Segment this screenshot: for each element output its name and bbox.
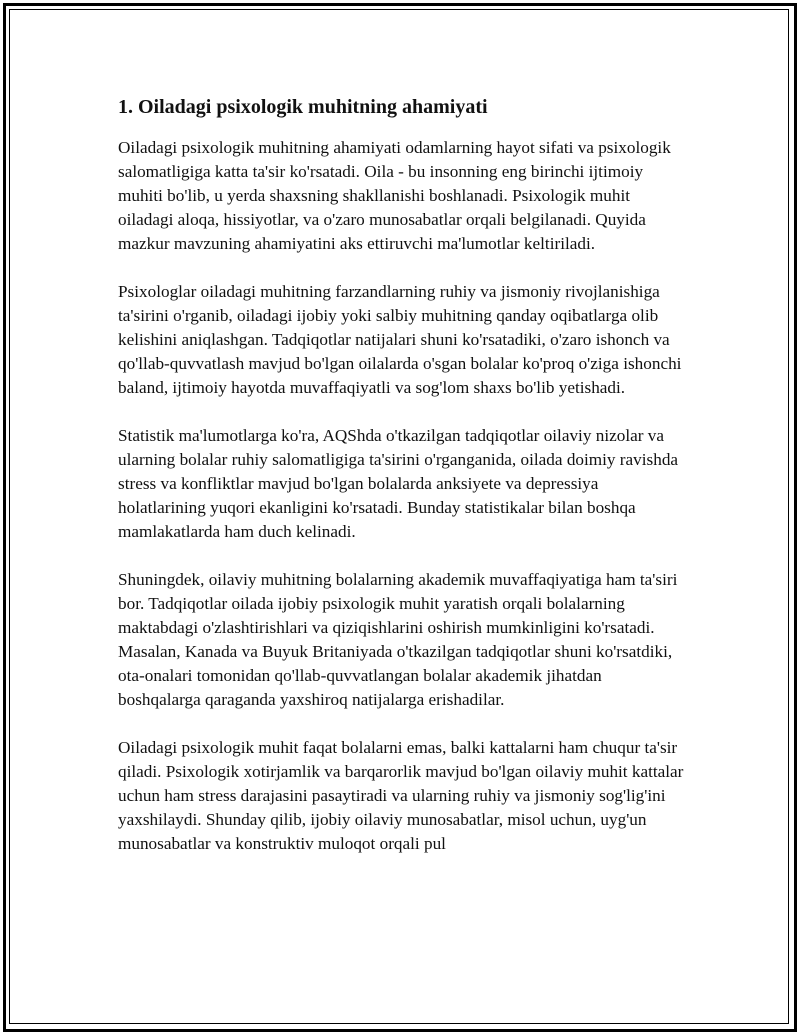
document-body: [118, 92, 684, 880]
paragraph-3: Statistik ma'lumotlarga ko'ra, AQShda o'tkazilgan tadqiqotlar oilaviy nizolar va ularning bolalar ruhiy salomatligiga ta'sirini o'rganganida, oilada doimiy ravishda stress va konfliktlar mavjud bo'lgan bolalarda anksiyete va depressiya holatlarining yuqori ekanligini ko'rsatadi. Bunday statistikalar bilan boshqa mamlakatlarda ham duch kelinadi.: [118, 426, 679, 541]
paragraph-2: Psixologlar oiladagi muhitning farzandlarning ruhiy va jismoniy rivojlanishiga ta'sirini o'rganib, oiladagi ijobiy yoki salbiy muhitning qanday oqibatlarga olib kelishini aniqlashgan. Tadqiqotlar natijalari shuni ko'rsatadiki, o'zaro ishonch va qo'llab-quvvatlash mavjud bo'lgan oilalarda o'sgan bolalar ko'proq o'ziga ishonchi baland, ijtimoiy hayotda muvaffaqiyatli va sog'lom shaxs bo'lib yetishadi.: [118, 282, 682, 397]
section-heading: 1. Oiladagi psixologik muhitning ahamiyati: [118, 96, 488, 118]
paragraph-1: Oiladagi psixologik muhitning ahamiyati odamlarning hayot sifati va psixologik salomatligiga katta ta'sir ko'rsatadi. Oila - bu insonning eng birinchi ijtimoiy muhiti bo'lib, u yerda shaxsning shakllanishi boshlanadi. Psixologik muhit oiladagi aloqa, hissiyotlar, va o'zaro munosabatlar orqali belgilanadi. Quyida mazkur mavzuning ahamiyatini aks ettiruvchi ma'lumotlar keltiriladi.: [118, 138, 671, 253]
paragraph-4: Shuningdek, oilaviy muhitning bolalarning akademik muvaffaqiyatiga ham ta'siri bor. Tadqiqotlar oilada ijobiy psixologik muhit yaratish orqali bolalarning maktabdagi o'zlashtirishlari va qiziqishlarini oshirish mumkinligini ko'rsatadi. Masalan, Kanada va Buyuk Britaniyada o'tkazilgan tadqiqotlar shuni ko'rsatdiki, ota-onalari tomonidan qo'llab-quvvatlangan bolalar akademik jihatdan boshqalarga qaraganda yaxshiroq natijalarga erishadilar.: [118, 570, 678, 709]
paragraph-5: Oiladagi psixologik muhit faqat bolalarni emas, balki kattalarni ham chuqur ta'sir qiladi. Psixologik xotirjamlik va barqarorlik mavjud bo'lgan oilaviy muhit kattalar uchun ham stress darajasini pasaytiradi va ularning ruhiy va jismoniy sog'lig'ini yaxshilaydi. Shunday qilib, ijobiy oilaviy munosabatlar, misol uchun, uyg'un munosabatlar va konstruktiv muloqot orqali pul: [118, 738, 684, 853]
